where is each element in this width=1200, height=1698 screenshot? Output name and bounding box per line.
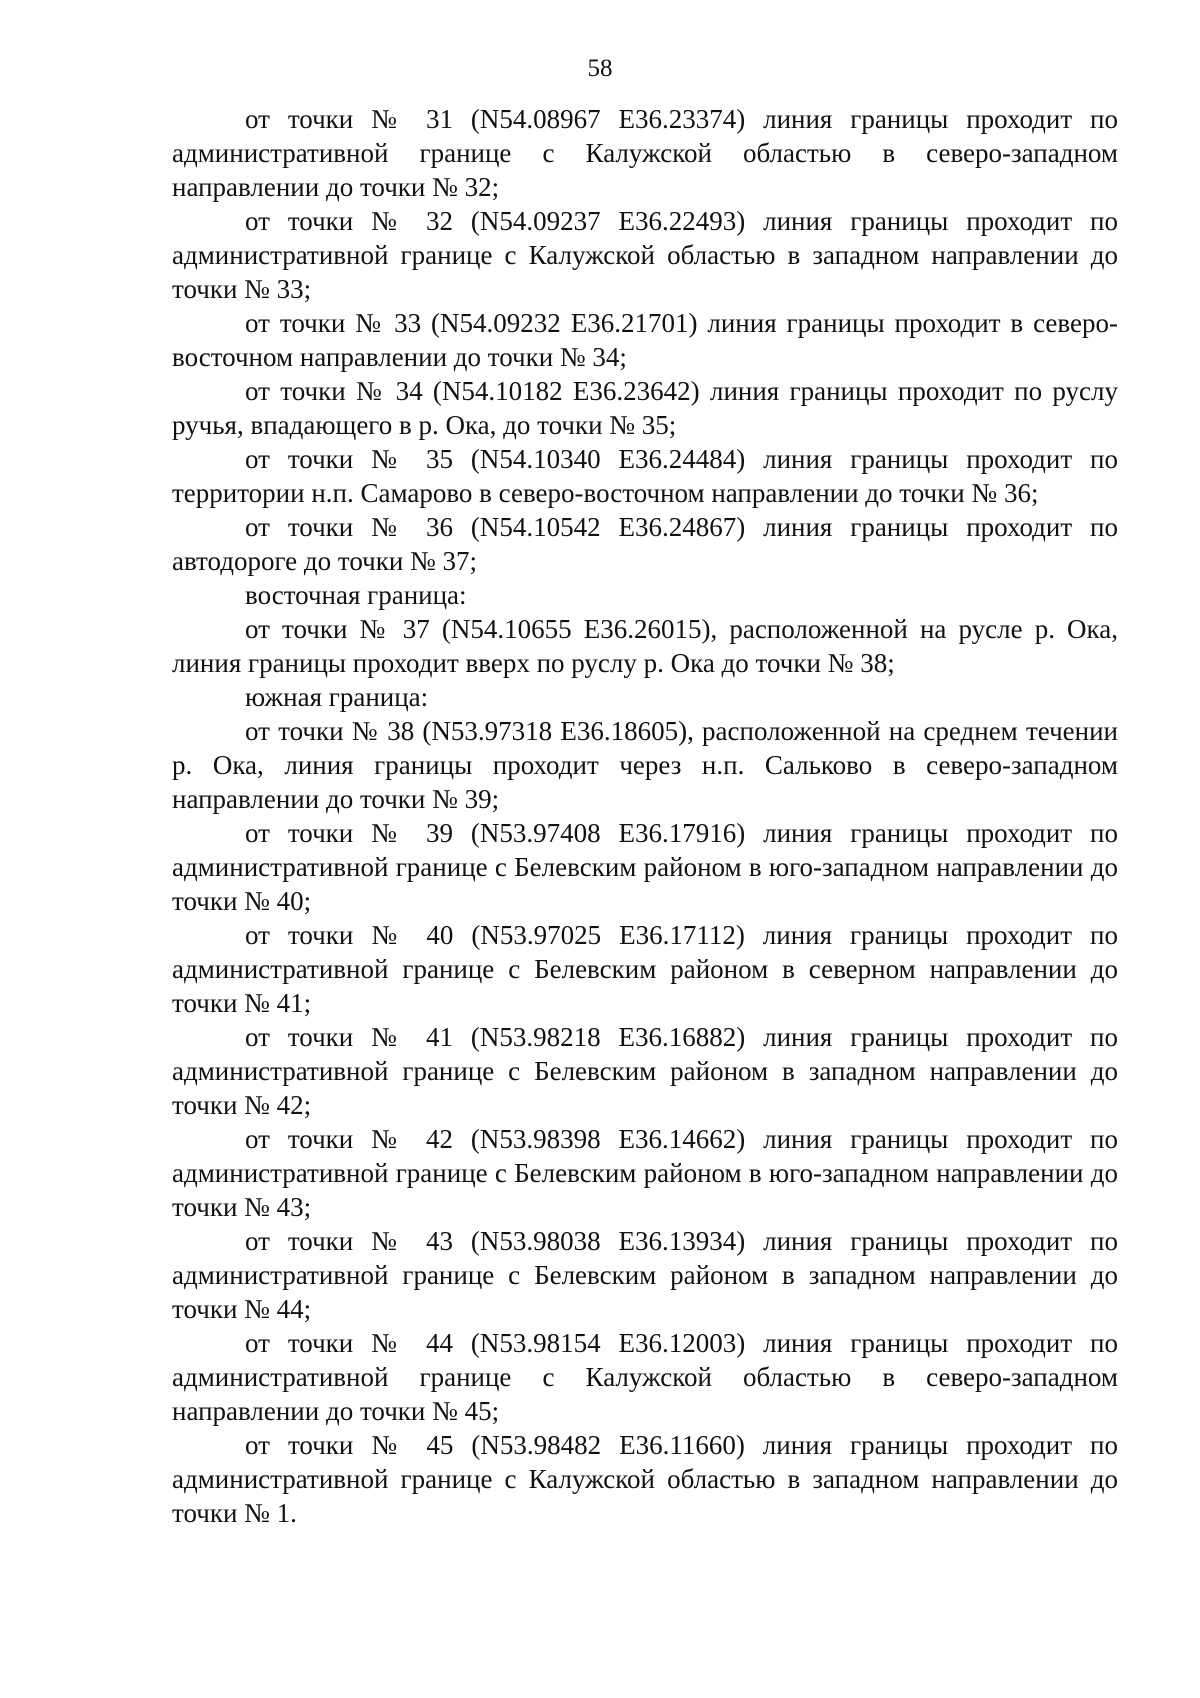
boundary-point-45-paragraph: от точки № 45 (N53.98482 E36.11660) линия границы проходит по административной границе с Калужской областью в западном направлении до точки № 1. — [172, 1430, 1118, 1528]
boundary-point-39-paragraph: от точки № 39 (N53.97408 E36.17916) линия границы проходит по административной границе с Белевским районом в юго-западном направлении до точки № 40; — [172, 818, 1118, 916]
boundary-point-42-paragraph: от точки № 42 (N53.98398 E36.14662) линия границы проходит по административной границе с Белевским районом в юго-западном направлении до точки № 43; — [172, 1124, 1118, 1222]
boundary-point-31-paragraph: от точки № 31 (N54.08967 E36.23374) линия границы проходит по административной границе с Калужской областью в северо-западном направлении до точки № 32; — [172, 104, 1118, 202]
boundary-point-41-paragraph: от точки № 41 (N53.98218 E36.16882) линия границы проходит по административной границе с Белевским районом в западном направлении до точки № 42; — [172, 1022, 1118, 1120]
boundary-point-38-paragraph: от точки № 38 (N53.97318 E36.18605), расположенной на среднем течении р. Ока, линия границы проходит через н.п. Сальково в северо-западном направлении до точки № 39; — [172, 716, 1118, 814]
boundary-point-32-paragraph: от точки № 32 (N54.09237 E36.22493) линия границы проходит по административной границе с Калужской областью в западном направлении до точки № 33; — [172, 206, 1118, 304]
boundary-point-34-paragraph: от точки № 34 (N54.10182 E36.23642) линия границы проходит по руслу ручья, впадающего в р. Ока, до точки № 35; — [172, 376, 1118, 440]
southern-boundary-heading: южная граница: — [245, 682, 429, 712]
boundary-point-37-paragraph: от точки № 37 (N54.10655 E36.26015), расположенной на русле р. Ока, линия границы проходит вверх по руслу р. Ока до точки № 38; — [172, 614, 1118, 678]
boundary-point-40-paragraph: от точки № 40 (N53.97025 E36.17112) линия границы проходит по административной границе с Белевским районом в северном направлении до точки № 41; — [172, 920, 1118, 1018]
page-number: 58 — [587, 55, 613, 82]
eastern-boundary-heading: восточная граница: — [245, 580, 467, 610]
document-body — [172, 102, 1118, 1530]
boundary-point-36-paragraph: от точки № 36 (N54.10542 E36.24867) линия границы проходит по автодороге до точки № 37; — [172, 512, 1118, 576]
boundary-point-43-paragraph: от точки № 43 (N53.98038 E36.13934) линия границы проходит по административной границе с Белевским районом в западном направлении до точки № 44; — [172, 1226, 1118, 1324]
boundary-point-33-paragraph: от точки № 33 (N54.09232 E36.21701) линия границы проходит в северо-восточном направлении до точки № 34; — [172, 308, 1118, 372]
boundary-point-44-paragraph: от точки № 44 (N53.98154 E36.12003) линия границы проходит по административной границе с Калужской областью в северо-западном направлении до точки № 45; — [172, 1328, 1118, 1426]
boundary-point-35-paragraph: от точки № 35 (N54.10340 E36.24484) линия границы проходит по территории н.п. Самарово в северо-восточном направлении до точки № 36; — [172, 444, 1118, 508]
